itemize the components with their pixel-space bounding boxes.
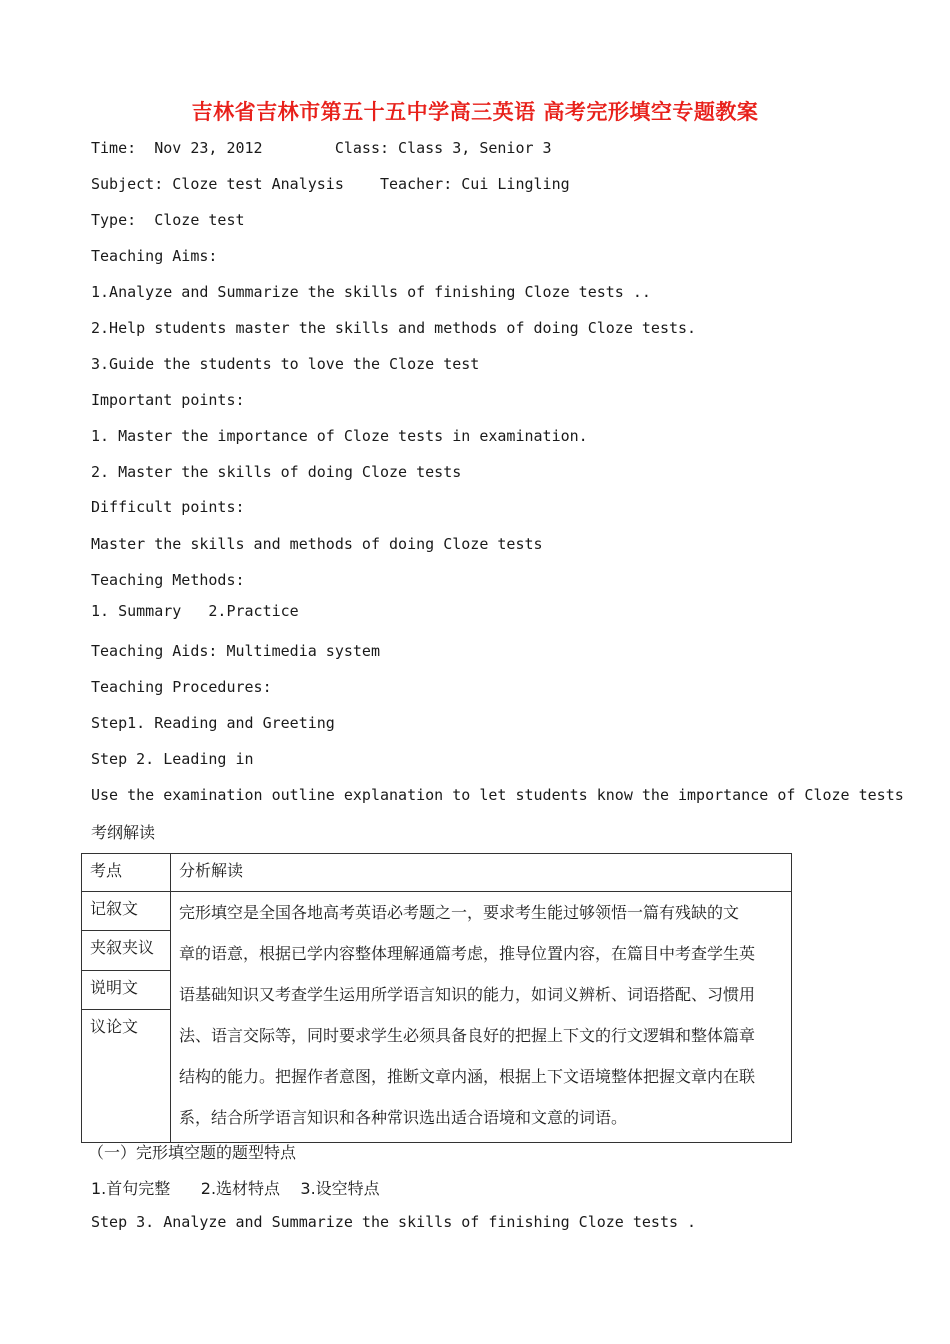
- header-left-cell: 考点: [82, 854, 171, 892]
- analysis-line: 系，结合所学语言知识和各种常识选出适合语境和文意的词语。: [179, 1108, 628, 1127]
- subject-teacher-line: Subject: Cloze test Analysis Teacher: Cui Lingling: [91, 175, 570, 193]
- difficult-point-1: Master the skills and methods of doing Cloze tests: [91, 535, 543, 553]
- analysis-line: 语基础知识又考查学生运用所学语言知识的能力，如词义辨析、词语搭配、习惯用: [179, 985, 756, 1004]
- topic-cell-narrative: 记叙文: [82, 892, 171, 931]
- teaching-methods-heading: Teaching Methods:: [91, 571, 245, 589]
- aim-3: 3.Guide the students to love the Cloze test: [91, 355, 480, 373]
- step-2: Step 2. Leading in: [91, 750, 254, 768]
- topic-cell-mixed: 夹叙夹议: [82, 931, 171, 970]
- table-row: [82, 892, 792, 931]
- time-class-line: Time: Nov 23, 2012 Class: Class 3, Senior 3: [91, 139, 552, 157]
- type-line: Type: Cloze test: [91, 211, 245, 229]
- section-1-heading: （一）完形填空题的题型特点: [88, 1143, 297, 1162]
- teaching-methods-list: 1. Summary 2.Practice: [91, 602, 299, 620]
- features-list: 1.首句完整 2.选材特点 3.设空特点: [91, 1179, 380, 1198]
- teaching-aims-heading: Teaching Aims:: [91, 247, 218, 265]
- analysis-line: 结构的能力。把握作者意图，推断文章内涵，根据上下文语境整体把握文章内在联: [179, 1067, 756, 1086]
- step-1: Step1. Reading and Greeting: [91, 714, 335, 732]
- header-right-cell: 分析解读: [171, 854, 792, 892]
- teaching-procedures-heading: Teaching Procedures:: [91, 678, 272, 696]
- analysis-line: 完形填空是全国各地高考英语必考题之一，要求考生能过够领悟一篇有残缺的文: [179, 903, 740, 922]
- exam-outline-table: [81, 853, 792, 1143]
- teaching-aids-line: Teaching Aids: Multimedia system: [91, 642, 380, 660]
- outline-explanation-line: Use the examination outline explanation to let students know the importance of Cloze tests: [91, 786, 904, 804]
- kaogang-heading: 考纲解读: [91, 823, 156, 842]
- table-header-row: [82, 854, 792, 892]
- step-3: Step 3. Analyze and Summarize the skills of finishing Cloze tests .: [91, 1213, 697, 1231]
- important-point-2: 2. Master the skills of doing Cloze tests: [91, 463, 462, 481]
- topic-cell-argumentative: 议论文: [82, 1009, 171, 1142]
- difficult-points-heading: Difficult points:: [91, 498, 245, 516]
- important-point-1: 1. Master the importance of Cloze tests in examination.: [91, 427, 588, 445]
- topic-cell-expository: 说明文: [82, 970, 171, 1009]
- analysis-line: 法、语言交际等，同时要求学生必须具备良好的把握上下文的行文逻辑和整体篇章: [179, 1026, 756, 1045]
- analysis-cell: [171, 892, 792, 1143]
- aim-1: 1.Analyze and Summarize the skills of finishing Cloze tests ..: [91, 283, 651, 301]
- analysis-line: 章的语意，根据已学内容整体理解通篇考虑，推导位置内容，在篇目中考查学生英: [179, 944, 756, 963]
- aim-2: 2.Help students master the skills and methods of doing Cloze tests.: [91, 319, 697, 337]
- important-points-heading: Important points:: [91, 391, 245, 409]
- document-title: 吉林省吉林市第五十五中学高三英语 高考完形填空专题教案: [191, 100, 759, 124]
